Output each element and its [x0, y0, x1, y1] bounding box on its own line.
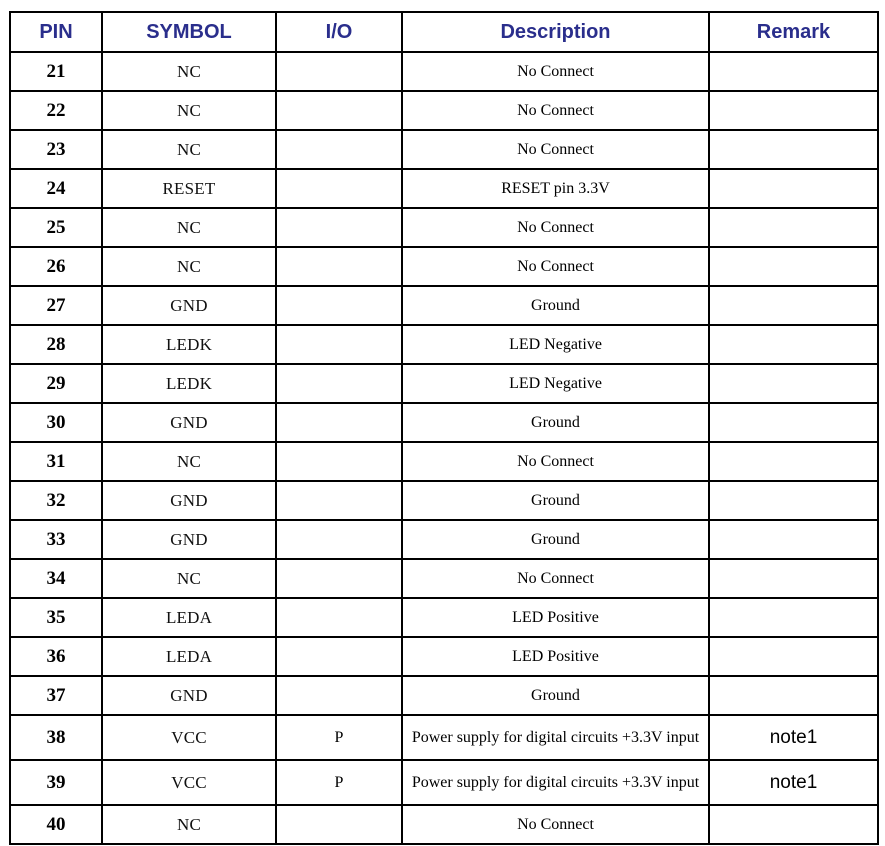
pin-cell: 24 [10, 169, 102, 208]
table-row [10, 286, 878, 325]
description-text: Ground [531, 687, 580, 704]
header-pin: PIN [10, 12, 102, 52]
symbol-cell: GND [102, 481, 276, 520]
description-text: Ground [531, 297, 580, 314]
pin-cell: 21 [10, 52, 102, 91]
io-cell [276, 805, 402, 844]
remark-cell [709, 520, 878, 559]
io-cell [276, 169, 402, 208]
pin-cell: 40 [10, 805, 102, 844]
symbol-cell: RESET [102, 169, 276, 208]
symbol-cell: NC [102, 91, 276, 130]
description-text: No Connect [517, 570, 594, 587]
description-text: No Connect [517, 816, 594, 833]
pin-cell: 31 [10, 442, 102, 481]
table-row [10, 676, 878, 715]
description-cell [402, 52, 709, 91]
io-cell: P [276, 715, 402, 760]
symbol-cell: LEDK [102, 364, 276, 403]
table-row [10, 403, 878, 442]
io-cell [276, 325, 402, 364]
pin-cell: 22 [10, 91, 102, 130]
table-row [10, 325, 878, 364]
remark-cell [709, 637, 878, 676]
table-row [10, 52, 878, 91]
symbol-cell: GND [102, 676, 276, 715]
pin-cell: 29 [10, 364, 102, 403]
remark-cell [709, 286, 878, 325]
symbol-cell: GND [102, 403, 276, 442]
description-text: No Connect [517, 63, 594, 80]
description-text: No Connect [517, 102, 594, 119]
remark-cell [709, 598, 878, 637]
table-row [10, 637, 878, 676]
pin-cell: 30 [10, 403, 102, 442]
description-text: No Connect [517, 141, 594, 158]
description-cell [402, 481, 709, 520]
description-text: No Connect [517, 453, 594, 470]
table-body [10, 52, 878, 844]
description-cell [402, 247, 709, 286]
remark-cell [709, 91, 878, 130]
symbol-cell: LEDA [102, 598, 276, 637]
remark-cell [709, 805, 878, 844]
description-cell [402, 325, 709, 364]
remark-cell: note1 [709, 760, 878, 805]
pin-cell: 26 [10, 247, 102, 286]
description-cell [402, 286, 709, 325]
table-row [10, 364, 878, 403]
pin-cell: 27 [10, 286, 102, 325]
pin-cell: 34 [10, 559, 102, 598]
symbol-cell: GND [102, 520, 276, 559]
io-cell: P [276, 760, 402, 805]
io-cell [276, 208, 402, 247]
description-text: LED Negative [509, 336, 602, 353]
table-row [10, 520, 878, 559]
description-cell [402, 676, 709, 715]
pin-cell: 32 [10, 481, 102, 520]
header-remark: Remark [709, 12, 878, 52]
pin-cell: 23 [10, 130, 102, 169]
table-row [10, 598, 878, 637]
description-text: Ground [531, 492, 580, 509]
symbol-cell: NC [102, 442, 276, 481]
symbol-cell: VCC [102, 715, 276, 760]
description-text: LED Negative [509, 375, 602, 392]
io-cell [276, 520, 402, 559]
remark-cell [709, 442, 878, 481]
table-row [10, 442, 878, 481]
io-cell [276, 247, 402, 286]
table-row [10, 169, 878, 208]
pin-cell: 28 [10, 325, 102, 364]
table-row [10, 130, 878, 169]
io-cell [276, 364, 402, 403]
io-cell [276, 91, 402, 130]
remark-cell [709, 364, 878, 403]
io-cell [276, 403, 402, 442]
remark-cell [709, 481, 878, 520]
description-text: Power supply for digital circuits +3.3V input [411, 774, 700, 791]
io-cell [276, 481, 402, 520]
description-cell [402, 208, 709, 247]
pin-cell: 38 [10, 715, 102, 760]
table-row [10, 805, 878, 844]
description-cell [402, 559, 709, 598]
symbol-cell: GND [102, 286, 276, 325]
description-text: No Connect [517, 258, 594, 275]
description-text: LED Positive [512, 609, 599, 626]
description-cell [402, 442, 709, 481]
remark-cell: note1 [709, 715, 878, 760]
description-text: Power supply for digital circuits +3.3V input [411, 729, 700, 746]
description-cell [402, 598, 709, 637]
pin-table [9, 11, 879, 845]
remark-cell [709, 247, 878, 286]
io-cell [276, 676, 402, 715]
header-description: Description [402, 12, 709, 52]
remark-cell [709, 325, 878, 364]
table-row [10, 760, 878, 805]
table-row [10, 481, 878, 520]
io-cell [276, 286, 402, 325]
description-cell [402, 637, 709, 676]
io-cell [276, 130, 402, 169]
remark-cell [709, 403, 878, 442]
symbol-cell: NC [102, 559, 276, 598]
header-symbol: SYMBOL [102, 12, 276, 52]
io-cell [276, 52, 402, 91]
table-row [10, 715, 878, 760]
remark-cell [709, 676, 878, 715]
description-text: Ground [531, 414, 580, 431]
io-cell [276, 559, 402, 598]
description-text: No Connect [517, 219, 594, 236]
description-text: RESET pin 3.3V [501, 180, 610, 197]
description-cell [402, 130, 709, 169]
description-cell [402, 760, 709, 805]
io-cell [276, 637, 402, 676]
remark-cell [709, 208, 878, 247]
symbol-cell: NC [102, 130, 276, 169]
pin-cell: 39 [10, 760, 102, 805]
remark-cell [709, 130, 878, 169]
pin-cell: 37 [10, 676, 102, 715]
symbol-cell: NC [102, 208, 276, 247]
io-cell [276, 598, 402, 637]
description-cell [402, 520, 709, 559]
remark-cell [709, 169, 878, 208]
header-row [10, 12, 878, 52]
symbol-cell: NC [102, 52, 276, 91]
table-row [10, 91, 878, 130]
description-text: Ground [531, 531, 580, 548]
pin-cell: 33 [10, 520, 102, 559]
remark-cell [709, 559, 878, 598]
table-row [10, 247, 878, 286]
symbol-cell: VCC [102, 760, 276, 805]
description-cell [402, 91, 709, 130]
symbol-cell: NC [102, 247, 276, 286]
symbol-cell: NC [102, 805, 276, 844]
pin-cell: 36 [10, 637, 102, 676]
table-row [10, 208, 878, 247]
description-cell [402, 403, 709, 442]
symbol-cell: LEDK [102, 325, 276, 364]
pin-cell: 25 [10, 208, 102, 247]
description-cell [402, 169, 709, 208]
io-cell [276, 442, 402, 481]
description-text: LED Positive [512, 648, 599, 665]
remark-cell [709, 52, 878, 91]
description-cell [402, 715, 709, 760]
symbol-cell: LEDA [102, 637, 276, 676]
pin-cell: 35 [10, 598, 102, 637]
table-row [10, 559, 878, 598]
description-cell [402, 805, 709, 844]
description-cell [402, 364, 709, 403]
header-io: I/O [276, 12, 402, 52]
